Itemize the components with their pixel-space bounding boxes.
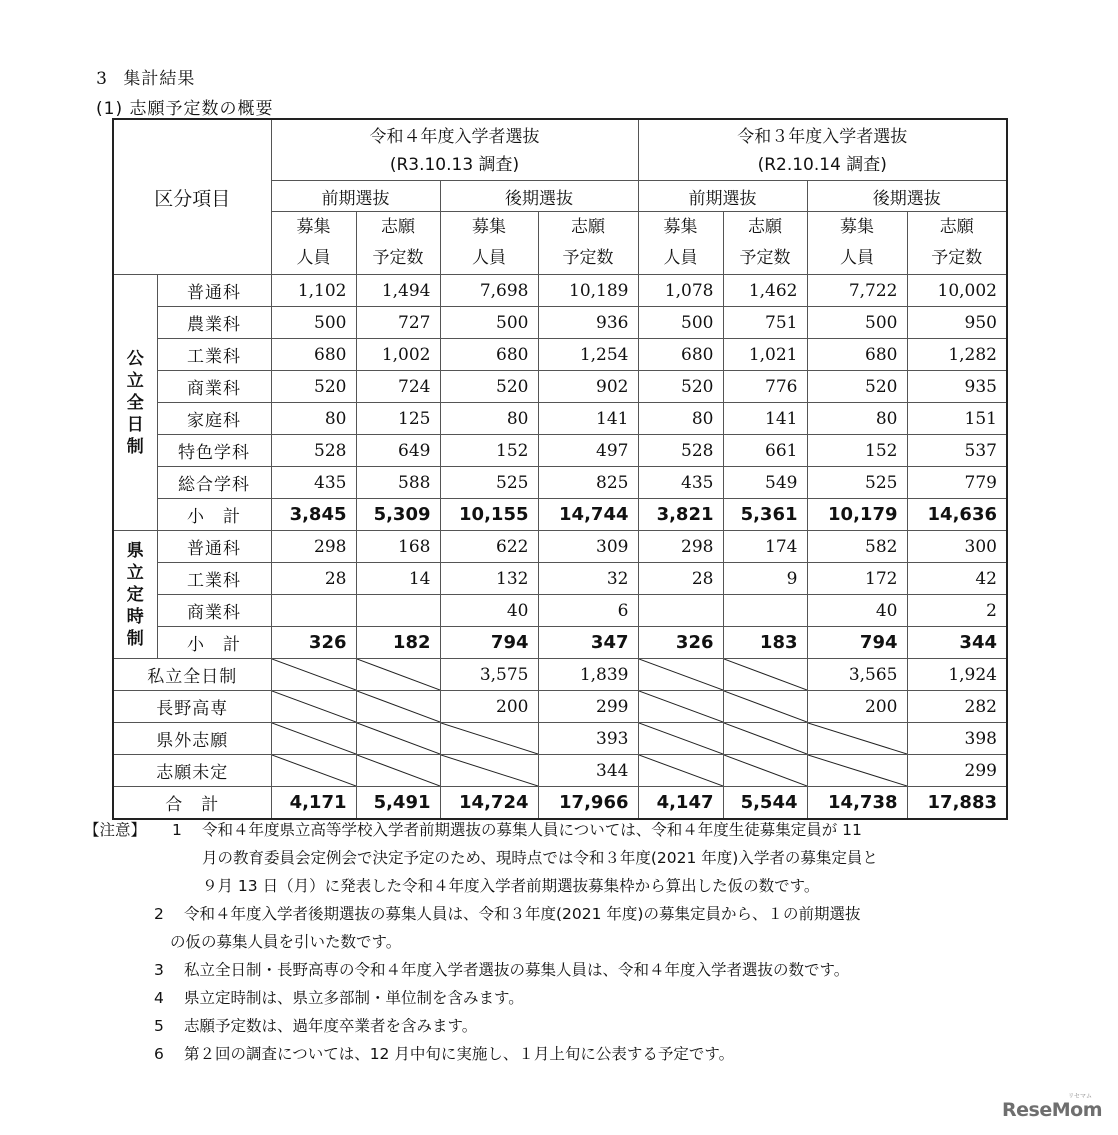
value-cell: 182 — [356, 627, 440, 659]
value-cell: 299 — [538, 691, 638, 723]
value-cell: 172 — [807, 563, 907, 595]
value-cell: 500 — [638, 307, 723, 339]
empty-slashed-cell — [271, 659, 356, 691]
column-header-line2: 人員 — [663, 248, 698, 268]
column-header-line2: 予定数 — [562, 248, 614, 268]
subtotal-label: 小 計 — [157, 627, 271, 659]
section-heading — [84, 64, 195, 89]
column-header-line1: 志願 — [571, 217, 605, 237]
row-label: 長野高専 — [113, 691, 271, 723]
value-cell: 393 — [538, 723, 638, 755]
column-header-line2: 予定数 — [931, 248, 983, 268]
note-text: 月の教育委員会定例会で決定予定のため、現時点では令和３年度(2021 年度)入学者の募集定員と — [202, 849, 878, 867]
value-cell: 649 — [356, 435, 440, 467]
group-label-char: 公 — [126, 348, 144, 369]
group-label-char: 定 — [126, 584, 144, 605]
applicant-summary-table — [112, 118, 1008, 820]
value-cell: 7,722 — [807, 275, 907, 307]
value-cell: 298 — [271, 531, 356, 563]
table-row — [113, 595, 1007, 627]
value-cell: 174 — [723, 531, 807, 563]
value-cell: 537 — [907, 435, 1007, 467]
total-label: 合 計 — [113, 787, 271, 820]
note-spacer — [84, 984, 154, 1012]
table-row — [113, 691, 1007, 723]
value-cell: 4,171 — [271, 787, 356, 820]
value-cell: 520 — [271, 371, 356, 403]
value-cell: 200 — [807, 691, 907, 723]
value-cell: 2 — [907, 595, 1007, 627]
row-label: 商業科 — [157, 595, 271, 627]
column-header — [440, 212, 538, 275]
value-cell: 1,078 — [638, 275, 723, 307]
value-cell: 298 — [638, 531, 723, 563]
note-number: 2 — [154, 905, 164, 923]
table-row — [113, 723, 1007, 755]
logo-kana: リセマム — [1068, 1093, 1092, 1100]
value-cell: 582 — [807, 531, 907, 563]
table-row — [113, 531, 1007, 563]
value-cell: 282 — [907, 691, 1007, 723]
value-cell: 299 — [907, 755, 1007, 787]
value-cell: 5,544 — [723, 787, 807, 820]
note-line — [84, 928, 1014, 956]
value-cell — [356, 595, 440, 627]
row-label: 特色学科 — [157, 435, 271, 467]
value-cell: 10,155 — [440, 499, 538, 531]
table-row — [113, 371, 1007, 403]
table-row — [113, 659, 1007, 691]
value-cell: 300 — [907, 531, 1007, 563]
value-cell: 5,491 — [356, 787, 440, 820]
empty-slashed-cell — [638, 659, 723, 691]
year-header — [638, 119, 1007, 181]
row-label: 県外志願 — [113, 723, 271, 755]
phase-header: 前期選抜 — [638, 181, 807, 212]
empty-slashed-cell — [638, 755, 723, 787]
column-header-line2: 人員 — [472, 248, 506, 268]
note-line — [84, 1040, 1014, 1068]
value-cell: 680 — [271, 339, 356, 371]
value-cell: 10,189 — [538, 275, 638, 307]
column-header — [723, 212, 807, 275]
value-cell: 3,565 — [807, 659, 907, 691]
value-cell: 151 — [907, 403, 1007, 435]
value-cell: 751 — [723, 307, 807, 339]
value-cell: 3,821 — [638, 499, 723, 531]
subtotal-label: 小 計 — [157, 499, 271, 531]
value-cell: 344 — [907, 627, 1007, 659]
value-cell: 525 — [807, 467, 907, 499]
value-cell: 661 — [723, 435, 807, 467]
value-cell: 14 — [356, 563, 440, 595]
empty-slashed-cell — [356, 723, 440, 755]
column-header-line1: 募集 — [663, 217, 698, 237]
table-row — [113, 275, 1007, 307]
year-title: 令和３年度入学者選抜 — [737, 127, 908, 147]
column-header-line1: 志願 — [748, 217, 782, 237]
column-header — [538, 212, 638, 275]
column-header-line1: 募集 — [296, 217, 331, 237]
value-cell: 622 — [440, 531, 538, 563]
value-cell: 1,102 — [271, 275, 356, 307]
value-cell: 398 — [907, 723, 1007, 755]
value-cell: 7,698 — [440, 275, 538, 307]
row-label: 私立全日制 — [113, 659, 271, 691]
value-cell: 1,282 — [907, 339, 1007, 371]
value-cell: 825 — [538, 467, 638, 499]
table-row — [113, 403, 1007, 435]
empty-slashed-cell — [271, 755, 356, 787]
value-cell: 10,002 — [907, 275, 1007, 307]
value-cell: 80 — [440, 403, 538, 435]
empty-slashed-cell — [807, 723, 907, 755]
note-line — [84, 984, 1014, 1012]
column-header-line2: 人員 — [296, 248, 331, 268]
value-cell: 168 — [356, 531, 440, 563]
value-cell: 17,883 — [907, 787, 1007, 820]
value-cell: 309 — [538, 531, 638, 563]
note-line — [84, 872, 1014, 900]
value-cell: 183 — [723, 627, 807, 659]
value-cell: 6 — [538, 595, 638, 627]
group-label-char: 制 — [126, 628, 144, 649]
table-row — [113, 307, 1007, 339]
value-cell: 520 — [440, 371, 538, 403]
note-head: 【注意】 — [84, 821, 147, 839]
value-cell: 28 — [271, 563, 356, 595]
value-cell: 500 — [440, 307, 538, 339]
note-number: 4 — [154, 989, 164, 1007]
note-line — [84, 956, 1014, 984]
notes-section — [84, 816, 1014, 1068]
value-cell: 42 — [907, 563, 1007, 595]
note-line — [84, 900, 1014, 928]
row-label: 普通科 — [157, 531, 271, 563]
column-header-line2: 予定数 — [372, 248, 424, 268]
empty-slashed-cell — [807, 755, 907, 787]
column-header-line2: 予定数 — [739, 248, 791, 268]
note-text: 令和４年度入学者後期選抜の募集人員は、令和３年度(2021 年度)の募集定員から、１の前期選抜 — [184, 905, 861, 923]
value-cell: 779 — [907, 467, 1007, 499]
value-cell: 40 — [807, 595, 907, 627]
empty-slashed-cell — [440, 755, 538, 787]
corner-label: 区分項目 — [113, 119, 271, 275]
value-cell: 1,839 — [538, 659, 638, 691]
column-header-line1: 募集 — [472, 217, 506, 237]
value-cell: 936 — [538, 307, 638, 339]
value-cell: 902 — [538, 371, 638, 403]
section-title: 集計結果 — [123, 69, 196, 89]
survey-date: (R3.10.13 調査) — [389, 155, 520, 175]
note-spacer — [84, 1040, 154, 1068]
note-line — [84, 816, 1014, 844]
note-text: 私立全日制・長野高専の令和４年度入学者選抜の募集人員は、令和４年度入学者選抜の数です。 — [184, 961, 850, 979]
value-cell: 14,724 — [440, 787, 538, 820]
note-line — [84, 1012, 1014, 1040]
value-cell: 326 — [638, 627, 723, 659]
total-row — [113, 787, 1007, 820]
value-cell: 1,494 — [356, 275, 440, 307]
section-number: 3 — [96, 69, 108, 89]
value-cell: 14,738 — [807, 787, 907, 820]
value-cell: 549 — [723, 467, 807, 499]
value-cell: 497 — [538, 435, 638, 467]
value-cell: 1,021 — [723, 339, 807, 371]
note-text: 令和４年度県立高等学校入学者前期選抜の募集人員については、令和４年度生徒募集定員が 11 — [202, 821, 862, 839]
note-text: 第２回の調査については、12 月中旬に実施し、１月上旬に公表する予定です。 — [184, 1045, 735, 1063]
survey-date: (R2.10.14 調査) — [757, 155, 887, 175]
row-label: 志願未定 — [113, 755, 271, 787]
subtotal-row — [113, 627, 1007, 659]
note-number: 1 — [172, 821, 182, 839]
column-header-line1: 志願 — [381, 217, 415, 237]
value-cell: 588 — [356, 467, 440, 499]
value-cell: 794 — [807, 627, 907, 659]
logo-text: ReseMom — [1002, 1099, 1102, 1121]
column-header-line2: 人員 — [840, 248, 874, 268]
value-cell: 528 — [271, 435, 356, 467]
value-cell: 200 — [440, 691, 538, 723]
table-row — [113, 755, 1007, 787]
value-cell: 1,254 — [538, 339, 638, 371]
value-cell: 520 — [638, 371, 723, 403]
value-cell: 4,147 — [638, 787, 723, 820]
empty-slashed-cell — [723, 691, 807, 723]
value-cell: 132 — [440, 563, 538, 595]
value-cell: 152 — [807, 435, 907, 467]
note-number: 6 — [154, 1045, 164, 1063]
group-label-char: 県 — [126, 540, 144, 561]
value-cell: 40 — [440, 595, 538, 627]
value-cell: 14,636 — [907, 499, 1007, 531]
value-cell: 727 — [356, 307, 440, 339]
value-cell: 680 — [638, 339, 723, 371]
table-row — [113, 467, 1007, 499]
value-cell: 520 — [807, 371, 907, 403]
value-cell: 9 — [723, 563, 807, 595]
note-spacer — [84, 900, 154, 928]
value-cell: 3,845 — [271, 499, 356, 531]
group-label — [113, 531, 157, 659]
value-cell: 326 — [271, 627, 356, 659]
value-cell: 500 — [807, 307, 907, 339]
value-cell: 141 — [538, 403, 638, 435]
note-spacer — [84, 956, 154, 984]
group-label — [113, 275, 157, 531]
value-cell: 794 — [440, 627, 538, 659]
row-label: 総合学科 — [157, 467, 271, 499]
empty-slashed-cell — [271, 723, 356, 755]
value-cell — [723, 595, 807, 627]
value-cell: 1,002 — [356, 339, 440, 371]
header-row-years — [113, 119, 1007, 181]
row-label: 工業科 — [157, 339, 271, 371]
table-row — [113, 563, 1007, 595]
empty-slashed-cell — [723, 659, 807, 691]
column-header — [907, 212, 1007, 275]
note-text: 志願予定数は、過年度卒業者を含みます。 — [184, 1017, 478, 1035]
year-header — [271, 119, 638, 181]
row-label: 農業科 — [157, 307, 271, 339]
note-line — [84, 844, 1014, 872]
value-cell: 125 — [356, 403, 440, 435]
value-cell: 32 — [538, 563, 638, 595]
row-label: 家庭科 — [157, 403, 271, 435]
row-label: 普通科 — [157, 275, 271, 307]
value-cell: 935 — [907, 371, 1007, 403]
column-header — [638, 212, 723, 275]
empty-slashed-cell — [638, 723, 723, 755]
value-cell: 724 — [356, 371, 440, 403]
note-text: ９月 13 日（月）に発表した令和４年度入学者前期選抜募集枠から算出した仮の数です。 — [202, 877, 820, 895]
subsection-title: (1) 志願予定数の概要 — [96, 99, 274, 119]
value-cell: 347 — [538, 627, 638, 659]
value-cell: 500 — [271, 307, 356, 339]
value-cell: 17,966 — [538, 787, 638, 820]
column-header — [271, 212, 356, 275]
value-cell: 1,924 — [907, 659, 1007, 691]
note-number: 3 — [154, 961, 164, 979]
empty-slashed-cell — [271, 691, 356, 723]
column-header — [807, 212, 907, 275]
value-cell: 680 — [807, 339, 907, 371]
resemom-logo — [1002, 1093, 1102, 1121]
group-label-char: 立 — [126, 370, 144, 391]
value-cell: 3,575 — [440, 659, 538, 691]
group-label-char: 全 — [126, 392, 144, 413]
table-row — [113, 339, 1007, 371]
group-label-char: 立 — [126, 562, 144, 583]
value-cell: 435 — [271, 467, 356, 499]
row-label: 工業科 — [157, 563, 271, 595]
note-text: 県立定時制は、県立多部制・単位制を含みます。 — [184, 989, 524, 1007]
value-cell: 80 — [807, 403, 907, 435]
note-spacer — [84, 1012, 154, 1040]
value-cell: 950 — [907, 307, 1007, 339]
phase-header: 後期選抜 — [440, 181, 638, 212]
value-cell: 344 — [538, 755, 638, 787]
value-cell — [271, 595, 356, 627]
value-cell: 525 — [440, 467, 538, 499]
value-cell: 141 — [723, 403, 807, 435]
value-cell: 680 — [440, 339, 538, 371]
empty-slashed-cell — [723, 723, 807, 755]
value-cell: 776 — [723, 371, 807, 403]
note-number: 5 — [154, 1017, 164, 1035]
row-label: 商業科 — [157, 371, 271, 403]
value-cell: 10,179 — [807, 499, 907, 531]
empty-slashed-cell — [723, 755, 807, 787]
column-header-line1: 志願 — [939, 217, 974, 237]
column-header — [356, 212, 440, 275]
empty-slashed-cell — [356, 691, 440, 723]
phase-header: 後期選抜 — [807, 181, 1007, 212]
value-cell: 528 — [638, 435, 723, 467]
value-cell: 28 — [638, 563, 723, 595]
value-cell: 152 — [440, 435, 538, 467]
note-text: の仮の募集人員を引いた数です。 — [170, 933, 402, 951]
group-label-char: 時 — [126, 606, 144, 627]
group-label-char: 制 — [126, 436, 144, 457]
value-cell: 5,361 — [723, 499, 807, 531]
empty-slashed-cell — [356, 755, 440, 787]
empty-slashed-cell — [356, 659, 440, 691]
subtotal-row — [113, 499, 1007, 531]
value-cell — [638, 595, 723, 627]
year-title: 令和４年度入学者選抜 — [369, 127, 540, 147]
value-cell: 14,744 — [538, 499, 638, 531]
empty-slashed-cell — [440, 723, 538, 755]
empty-slashed-cell — [638, 691, 723, 723]
table-row — [113, 435, 1007, 467]
column-header-line1: 募集 — [840, 217, 874, 237]
value-cell: 80 — [638, 403, 723, 435]
value-cell: 5,309 — [356, 499, 440, 531]
value-cell: 80 — [271, 403, 356, 435]
phase-header: 前期選抜 — [271, 181, 440, 212]
value-cell: 1,462 — [723, 275, 807, 307]
value-cell: 435 — [638, 467, 723, 499]
group-label-char: 日 — [126, 414, 144, 435]
